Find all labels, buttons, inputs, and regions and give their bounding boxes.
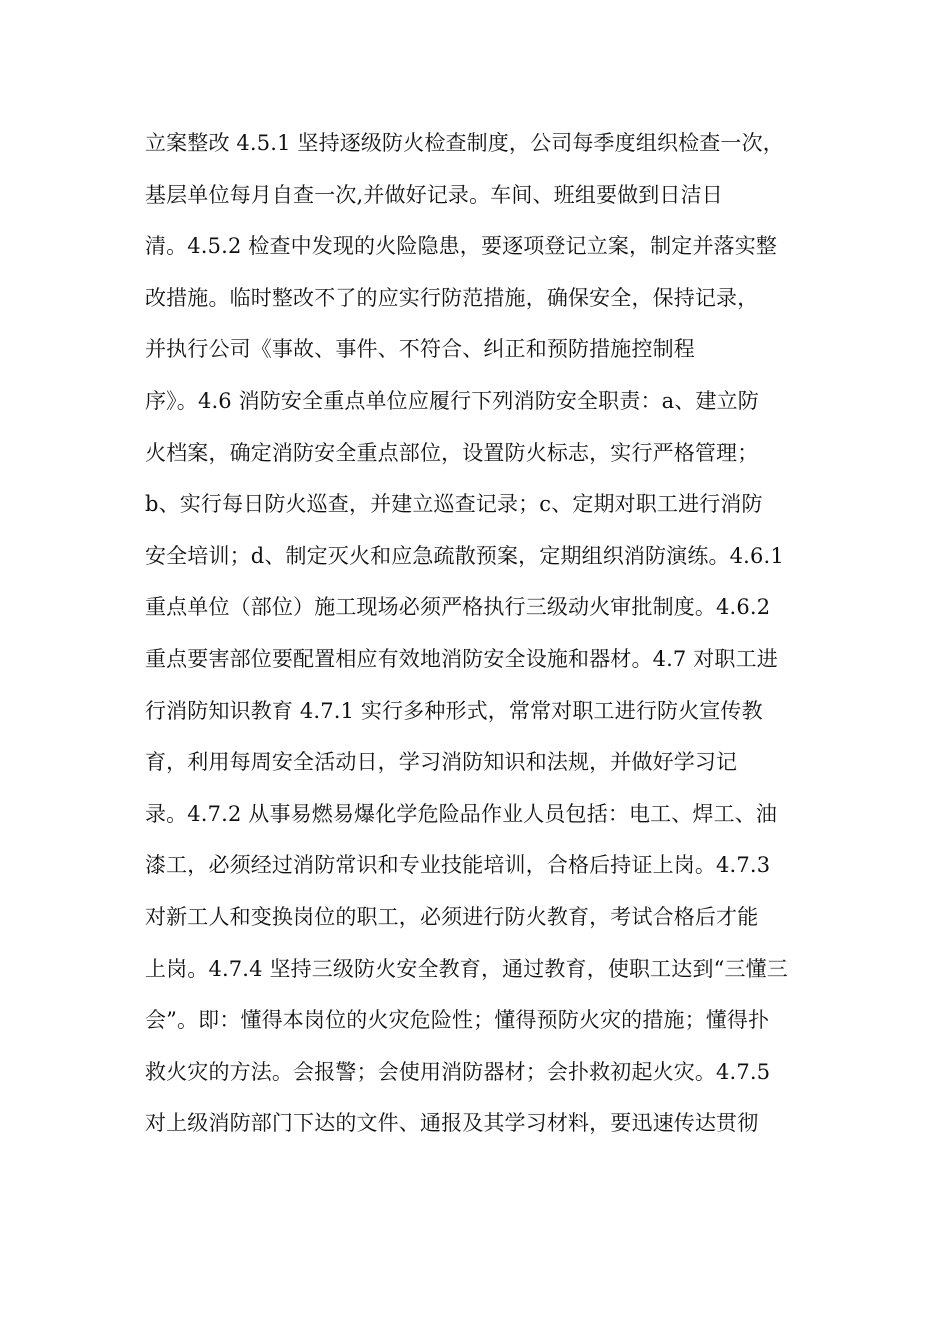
text-line: b、实行每日防火巡查，并建立巡查记录；c、定期对职工进行消防 <box>145 492 763 517</box>
body-paragraph <box>145 118 825 1150</box>
text-line: 录。4.7.2 从事易燃易爆化学危险品作业人员包括：电工、焊工、油 <box>145 801 778 826</box>
text-line: 基层单位每月自查一次,并做好记录。车间、班组要做到日洁日 <box>145 182 723 207</box>
text-line: 重点单位（部位）施工现场必须严格执行三级动火审批制度。4.6.2 <box>145 595 771 620</box>
text-line: 改措施。临时整改不了的应实行防范措施，确保安全，保持记录， <box>145 285 759 310</box>
text-line: 重点要害部位要配置相应有效地消防安全设施和器材。4.7 对职工进 <box>145 646 778 671</box>
text-line: 漆工，必须经过消防常识和专业技能培训，合格后持证上岗。4.7.3 <box>145 853 771 878</box>
text-line: 安全培训；d、制定灭火和应急疏散预案，定期组织消防演练。4.6.1 <box>145 543 784 568</box>
text-line: 立案整改 4.5.1 坚持逐级防火检查制度，公司每季度组织检查一次， <box>145 131 784 155</box>
text-line: 行消防知识教育 4.7.1 实行多种形式，常常对职工进行防火宣传教 <box>145 698 763 723</box>
text-line: 育，利用每周安全活动日，学习消防知识和法规，并做好学习记 <box>145 750 738 775</box>
text-line: 对上级消防部门下达的文件、通报及其学习材料，要迅速传达贯彻 <box>145 1111 759 1136</box>
text-line: 救火灾的方法。会报警；会使用消防器材；会扑救初起火灾。4.7.5 <box>145 1059 771 1084</box>
text-line: 火档案，确定消防安全重点部位，设置防火标志，实行严格管理； <box>145 440 759 465</box>
text-line: 上岗。4.7.4 坚持三级防火安全教育，通过教育，使职工达到“三懂三 <box>145 956 788 981</box>
text-line: 清。4.5.2 检查中发现的火险隐患，要逐项登记立案，制定并落实整 <box>145 234 778 259</box>
text-line: 序》。4.6 消防安全重点单位应履行下列消防安全职责：a、建立防 <box>145 388 759 413</box>
text-line: 并执行公司《事故、事件、不符合、纠正和预防措施控制程 <box>145 337 695 362</box>
text-line: 对新工人和变换岗位的职工，必须进行防火教育，考试合格后才能 <box>145 904 759 929</box>
text-line: 会”。即：懂得本岗位的火灾危险性；懂得预防火灾的措施；懂得扑 <box>145 1008 770 1033</box>
